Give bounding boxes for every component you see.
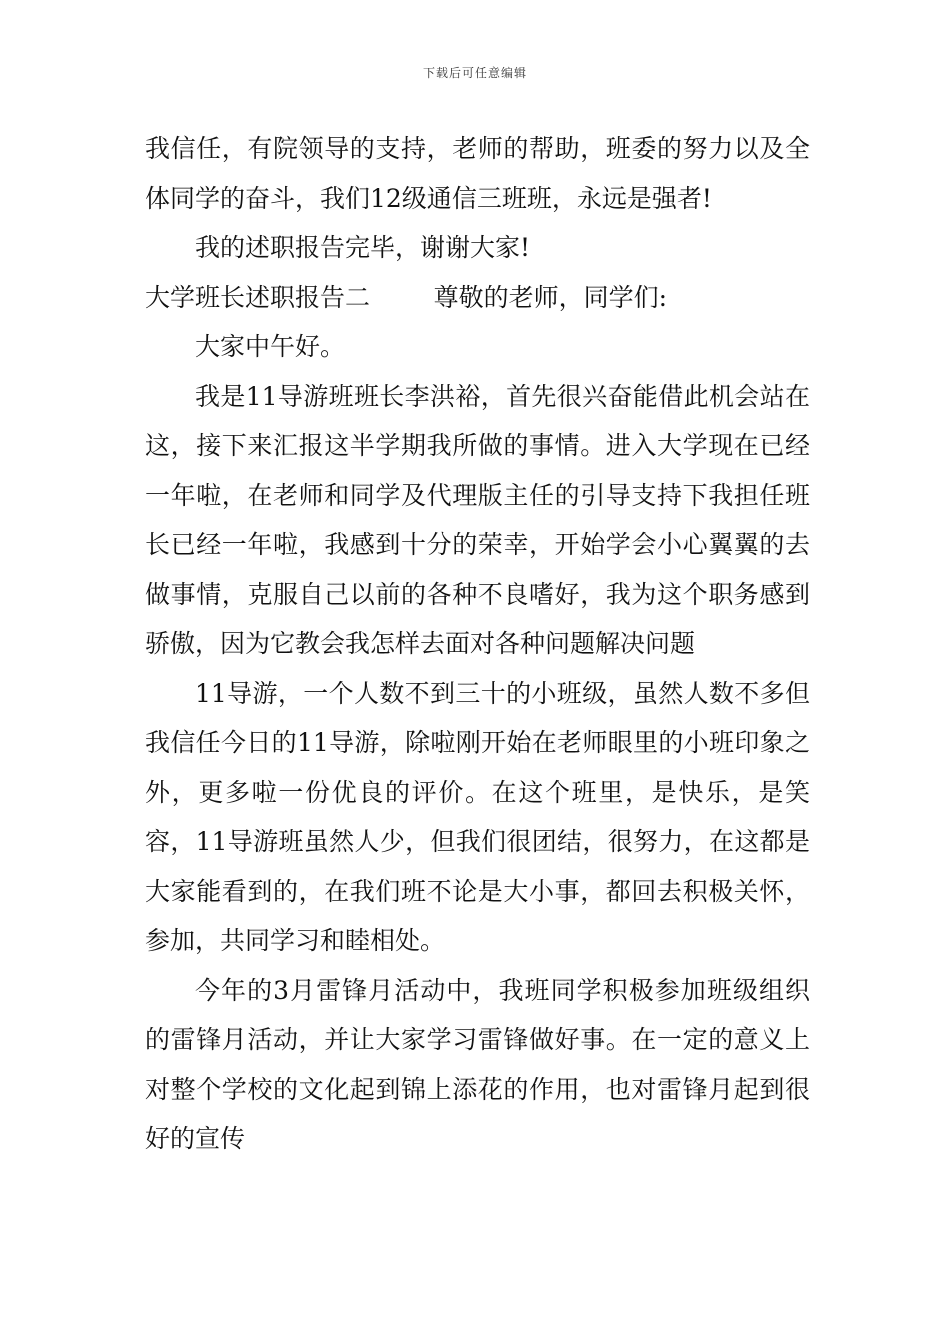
document-body — [145, 124, 810, 1164]
paragraph-2: 我的述职报告完毕，谢谢大家! — [195, 233, 531, 262]
page-header: 下载后可任意编辑 — [422, 66, 527, 80]
section-heading-paragraph: 大学班长述职报告二 尊敬的老师，同学们: — [145, 282, 667, 312]
paragraph-1: 我信任，有院领导的支持，老师的帮助，班委的努力以及全体同学的奋斗，我们12级通信三班班，永远是强者! — [145, 134, 810, 213]
paragraph-4: 大家中午好。 — [195, 332, 346, 361]
paragraph-6: 11导游，一个人数不到三十的小班级，虽然人数不多但我信任今日的11导游，除啦刚开始在老师眼里的小班印象之外，更多啦一份优良的评价。在这个班里，是快乐，是笑容，11导游班虽然人少，但我们很团结，很努力，在这都是大家能看到的，在我们班不论是大小事，都回去积极关怀，参加，共同学习和睦相处。 — [145, 678, 810, 955]
paragraph-7: 今年的3月雷锋月活动中，我班同学积极参加班级组织的雷锋月活动，并让大家学习雷锋做好事。在一定的意义上对整个学校的文化起到锦上添花的作用，也对雷锋月起到很好的宣传 — [145, 975, 810, 1153]
paragraph-5: 我是11导游班班长李洪裕，首先很兴奋能借此机会站在这，接下来汇报这半学期我所做的事情。进入大学现在已经一年啦，在老师和同学及代理版主任的引导支持下我担任班长已经一年啦，我感到十分的荣幸，开始学会小心翼翼的去做事情，克服自己以前的各种不良嗜好，我为这个职务感到骄傲，因为它教会我怎样去面对各种问题解决问题 — [145, 381, 810, 658]
